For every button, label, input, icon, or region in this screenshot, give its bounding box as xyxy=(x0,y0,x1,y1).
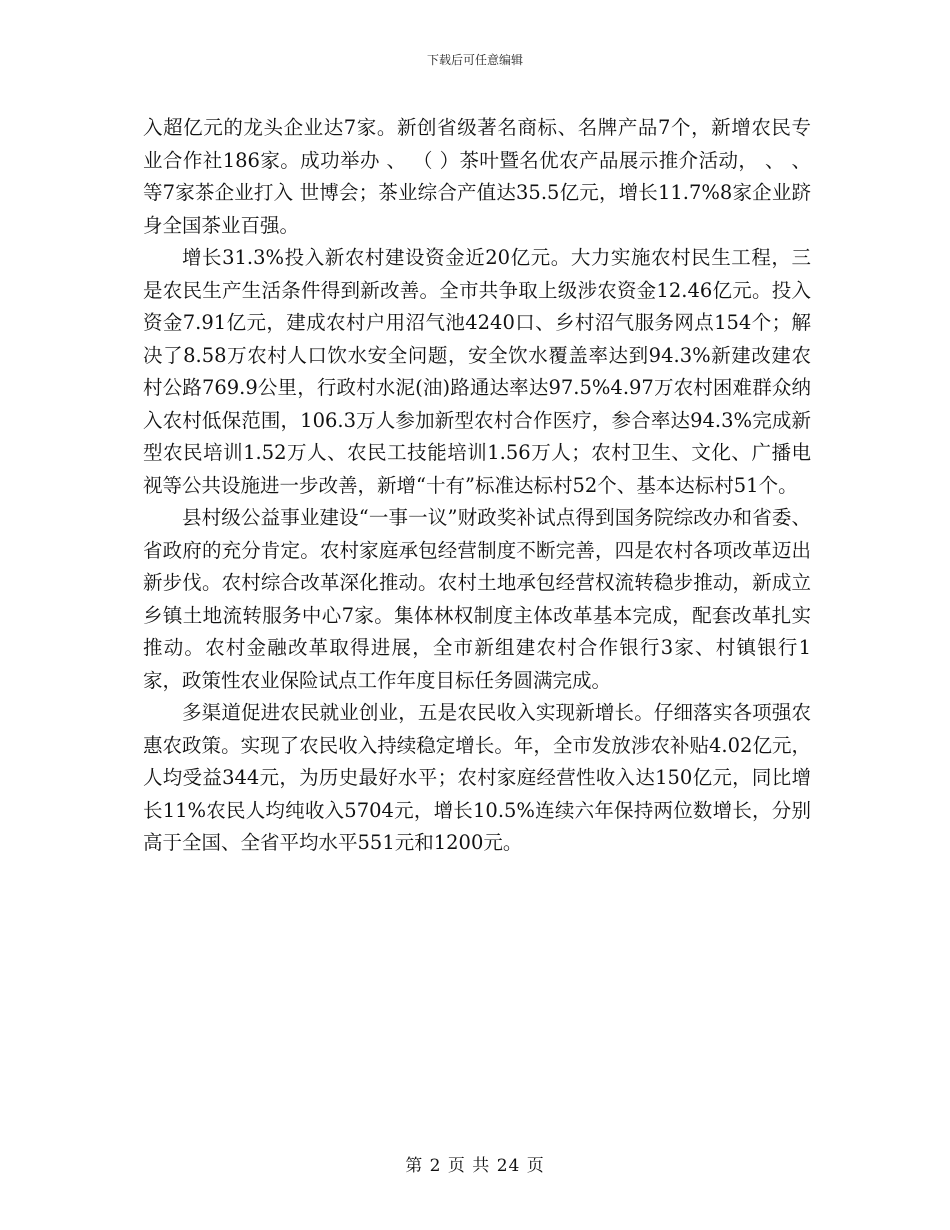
paragraph-farmer-income: 多渠道促进农民就业创业，五是农民收入实现新增长。仔细落实各项强农惠农政策。实现了农民收入持续稳定增长。年，全市发放涉农补贴4.02亿元，人均受益344元，为历史最好水平；农村家庭经营性收入达150亿元，同比增长11%农民人均纯收入5704元，增长10.5%连续六年保持两位数增长，分别高于全国、全省平均水平551元和1200元。 xyxy=(143,701,811,854)
paragraph-rural-reform: 县村级公益事业建设“一事一议”财政奖补试点得到国务院综改办和省委、省政府的充分肯定。农村家庭承包经营制度不断完善，四是农村各项改革迈出新步伐。农村综合改革深化推动。农村土地承包经营权流转稳步推动，新成立乡镇土地流转服务中心7家。集体林权制度主体改革基本完成，配套改革扎实推动。农村金融改革取得进展，全市新组建农村合作银行3家、村镇银行1家，政策性农业保险试点工作年度目标任务圆满完成。 xyxy=(143,506,811,692)
page-footer: 第 2 页 共 24 页 xyxy=(405,1156,545,1176)
paragraph-continuation: 入超亿元的龙头企业达7家。新创省级著名商标、名牌产品7个，新增农民专业合作社186家。成功举办 、 （ ）茶叶暨名优农产品展示推介活动， 、 、 等7家茶企业打入 世博会；茶业综合产值达35.5亿元，增长11.7%8家企业跻身全国茶业百强。 xyxy=(143,116,811,237)
paragraph-rural-livelihood: 增长31.3%投入新农村建设资金近20亿元。大力实施农村民生工程，三是农民生产生活条件得到新改善。全市共争取上级涉农资金12.46亿元。投入资金7.91亿元，建成农村户用沼气池4240口、乡村沼气服务网点154个；解决了8.58万农村人口饮水安全问题，安全饮水覆盖率达到94.3%新建改建农村公路769.9公里，行政村水泥(油)路通达率达97.5%4.97万农村困难群众纳入农村低保范围，106.3万人参加新型农村合作医疗，参合率达94.3%完成新型农民培训1.52万人、农民工技能培训1.56万人；农村卫生、文化、广播电视等公共设施进一步改善，新增“十有”标准达标村52个、基本达标村51个。 xyxy=(143,246,811,497)
document-body xyxy=(143,112,811,860)
page-header: 下载后可任意编辑 xyxy=(426,53,523,67)
